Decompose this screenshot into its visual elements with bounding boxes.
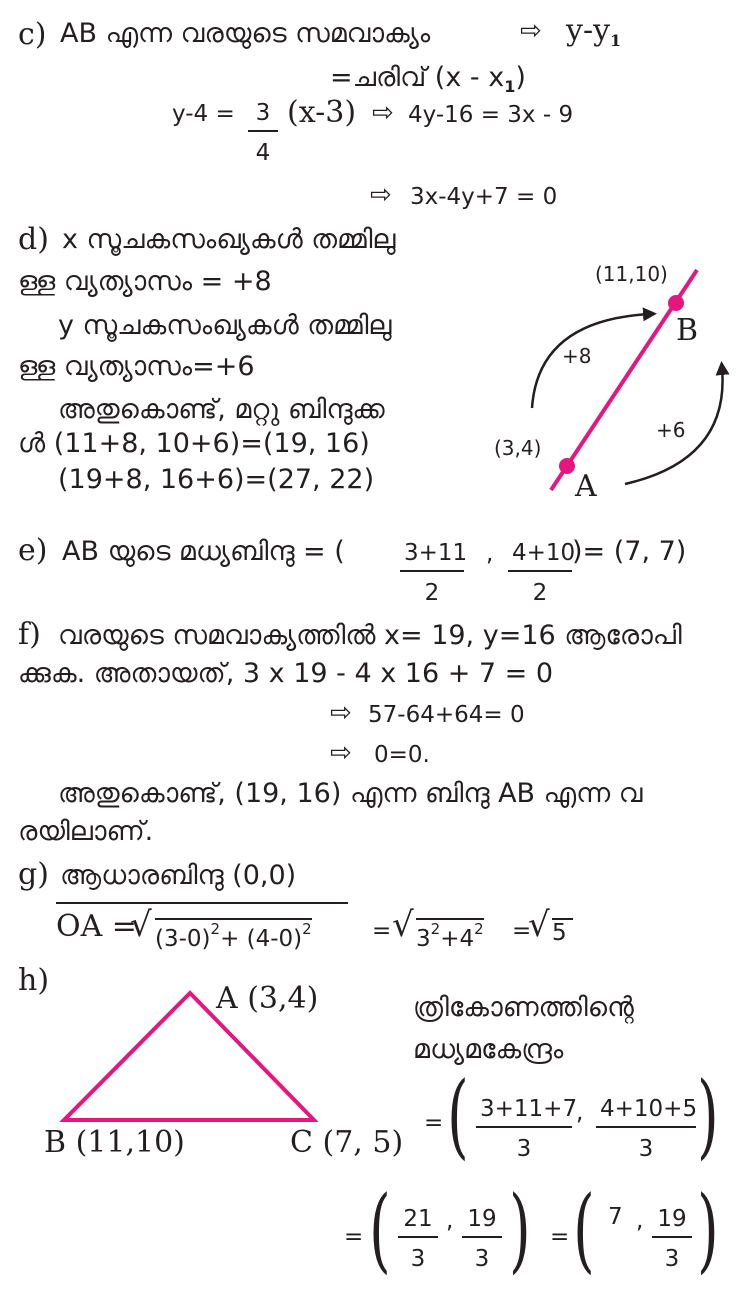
point-a: [559, 458, 575, 474]
d-line2: ള്ള വ്യത്യാസം = +8: [18, 266, 272, 297]
d-line7: (19+8, 16+6)=(27, 22): [58, 464, 375, 495]
c-line4: 3x-4y+7 = 0: [410, 184, 558, 210]
vertex-b-label: B (11,10): [44, 1125, 185, 1160]
d-line5: അതുകൊണ്ട്, മറ്റു ബിന്ദുക്ക: [58, 394, 385, 425]
c-sub1: 1: [610, 31, 622, 50]
vertex-c-label: C (7, 5): [290, 1125, 404, 1160]
point-b-coord: (11,10): [595, 262, 668, 286]
h-frac3: [398, 1206, 438, 1272]
h-eq1: =: [424, 1110, 444, 1136]
implies-arrow-icon: ⇨: [330, 738, 352, 768]
left-paren: (: [573, 1176, 595, 1283]
g-root1: [155, 918, 312, 951]
right-paren: ): [697, 1062, 719, 1169]
h-caption1: ത്രികോണത്തിന്റെ: [413, 992, 634, 1023]
left-paren: (: [369, 1176, 391, 1283]
sqrt-icon: √: [130, 905, 152, 945]
h-frac6: [652, 1206, 692, 1272]
e-frac2-den: 2: [532, 580, 548, 606]
c-line3-rhs: (x-3): [287, 95, 357, 130]
f-line6: രയിലാണ്.: [18, 816, 154, 847]
c-line3-res: 4y-16 = 3x - 9: [408, 102, 574, 128]
g-root3: 5: [552, 918, 573, 945]
h-f3num: 21: [398, 1206, 438, 1238]
label-c: c): [18, 17, 47, 52]
d-line4: ള്ള വ്യത്യാസം=+6: [18, 351, 255, 382]
implies-arrow-icon: ⇨: [520, 16, 542, 46]
e-frac2-num: 4+10: [508, 540, 572, 572]
g-oa: OA =: [56, 909, 137, 944]
g-root2: [416, 918, 484, 951]
label-f: f): [18, 617, 41, 652]
label-e: e): [18, 533, 48, 568]
h-f4num: 19: [462, 1206, 502, 1238]
c-frac-num: 3: [248, 100, 278, 132]
h-eq2: =: [344, 1224, 364, 1250]
h-f4den: 3: [474, 1246, 490, 1272]
g-r2b: 2: [430, 920, 441, 938]
d-line1: x സൂചകസംഖ്യകൾ തമ്മിലു: [62, 224, 396, 255]
right-paren: ): [509, 1176, 531, 1283]
h-f2den: 3: [638, 1136, 654, 1162]
sqrt-icon: √: [528, 905, 550, 945]
h-sep1: ,: [576, 1100, 584, 1126]
c-line2-close: ): [515, 62, 526, 93]
g-r2c: +4: [440, 926, 475, 952]
g-r1c: + (4-0): [220, 926, 303, 952]
g-eq2: =: [372, 918, 392, 944]
f-line2: ക്കുക. അതായത്, 3 x 19 - 4 x 16 + 7 = 0: [18, 658, 554, 689]
h-f6den: 3: [664, 1246, 680, 1272]
implies-arrow-icon: ⇨: [372, 98, 394, 128]
label-d: d): [18, 222, 49, 257]
f-line4: 0=0.: [374, 742, 430, 768]
h-f5: 7: [608, 1204, 623, 1230]
d-line3: y സൂചകസംഖ്യകൾ തമ്മിലു: [58, 310, 392, 341]
h-f1den: 3: [516, 1136, 532, 1162]
dy-label: +6: [656, 418, 686, 442]
point-a-coord: (3,4): [494, 436, 542, 460]
c-text1: AB എന്ന വരയുടെ സമവാക്യം: [60, 18, 431, 49]
g-eq3: =: [512, 918, 532, 944]
f-line5: അതുകൊണ്ട്, (19, 16) എന്ന ബിന്ദു AB എന്ന വ: [58, 778, 643, 809]
h-caption2: മധ്യമകേന്ദ്രം: [413, 1034, 564, 1065]
d-line6: ൾ (11+8, 10+6)=(19, 16): [18, 428, 370, 459]
dx-label: +8: [562, 344, 592, 368]
h-sep3: ,: [636, 1208, 644, 1234]
h-eq3: =: [550, 1224, 570, 1250]
sqrt-icon: √: [392, 905, 414, 945]
h-frac4: [462, 1206, 502, 1272]
e-frac1-num: 3+11: [400, 540, 464, 572]
h-f1num: 3+11+7: [476, 1096, 572, 1128]
right-paren: ): [697, 1176, 719, 1283]
g-r2d: 2: [474, 920, 484, 938]
e-result: )= (7, 7): [572, 536, 687, 567]
point-b: [668, 295, 684, 311]
g-r1b: 2: [210, 920, 221, 938]
e-frac1: [400, 540, 468, 606]
h-sep2: ,: [446, 1208, 454, 1234]
h-f6num: 19: [652, 1206, 692, 1238]
label-g: g): [18, 857, 49, 892]
e-comma: ,: [486, 541, 494, 567]
g-r2a: 3: [416, 926, 431, 952]
g-underline: [56, 902, 348, 904]
h-f3den: 3: [410, 1246, 426, 1272]
label-h: h): [18, 963, 50, 998]
h-frac1: [476, 1096, 578, 1162]
e-frac2: [508, 540, 576, 606]
h-f2num: 4+10+5: [596, 1096, 696, 1128]
c-line2-sub: 1: [504, 77, 516, 96]
point-a-label: A: [575, 469, 597, 504]
h-frac2: [596, 1096, 696, 1162]
g-r1d: 2: [302, 920, 312, 938]
implies-arrow-icon: ⇨: [330, 698, 352, 728]
implies-arrow-icon: ⇨: [370, 180, 392, 210]
g-r1a: (3-0): [155, 926, 211, 952]
c-line3-lhs: y-4 =: [172, 101, 235, 127]
left-paren: (: [447, 1062, 469, 1169]
f-line3: 57-64+64= 0: [368, 702, 525, 728]
e-text: AB യുടെ മധ്യബിന്ദു = (: [62, 536, 345, 567]
c-frac-den: 4: [255, 140, 271, 166]
e-frac1-den: 2: [424, 580, 440, 606]
f-line1: വരയുടെ സമവാക്യത്തിൽ x= 19, y=16 ആരോപി: [58, 620, 682, 651]
vertex-a-label: A (3,4): [216, 981, 319, 1016]
c-yminus-text: y-y: [566, 13, 611, 48]
point-b-label: B: [676, 313, 699, 348]
c-line2-text: =ചരിവ് (x - x: [330, 62, 505, 93]
g-line1: ആധാരബിന്ദു (0,0): [60, 860, 297, 891]
